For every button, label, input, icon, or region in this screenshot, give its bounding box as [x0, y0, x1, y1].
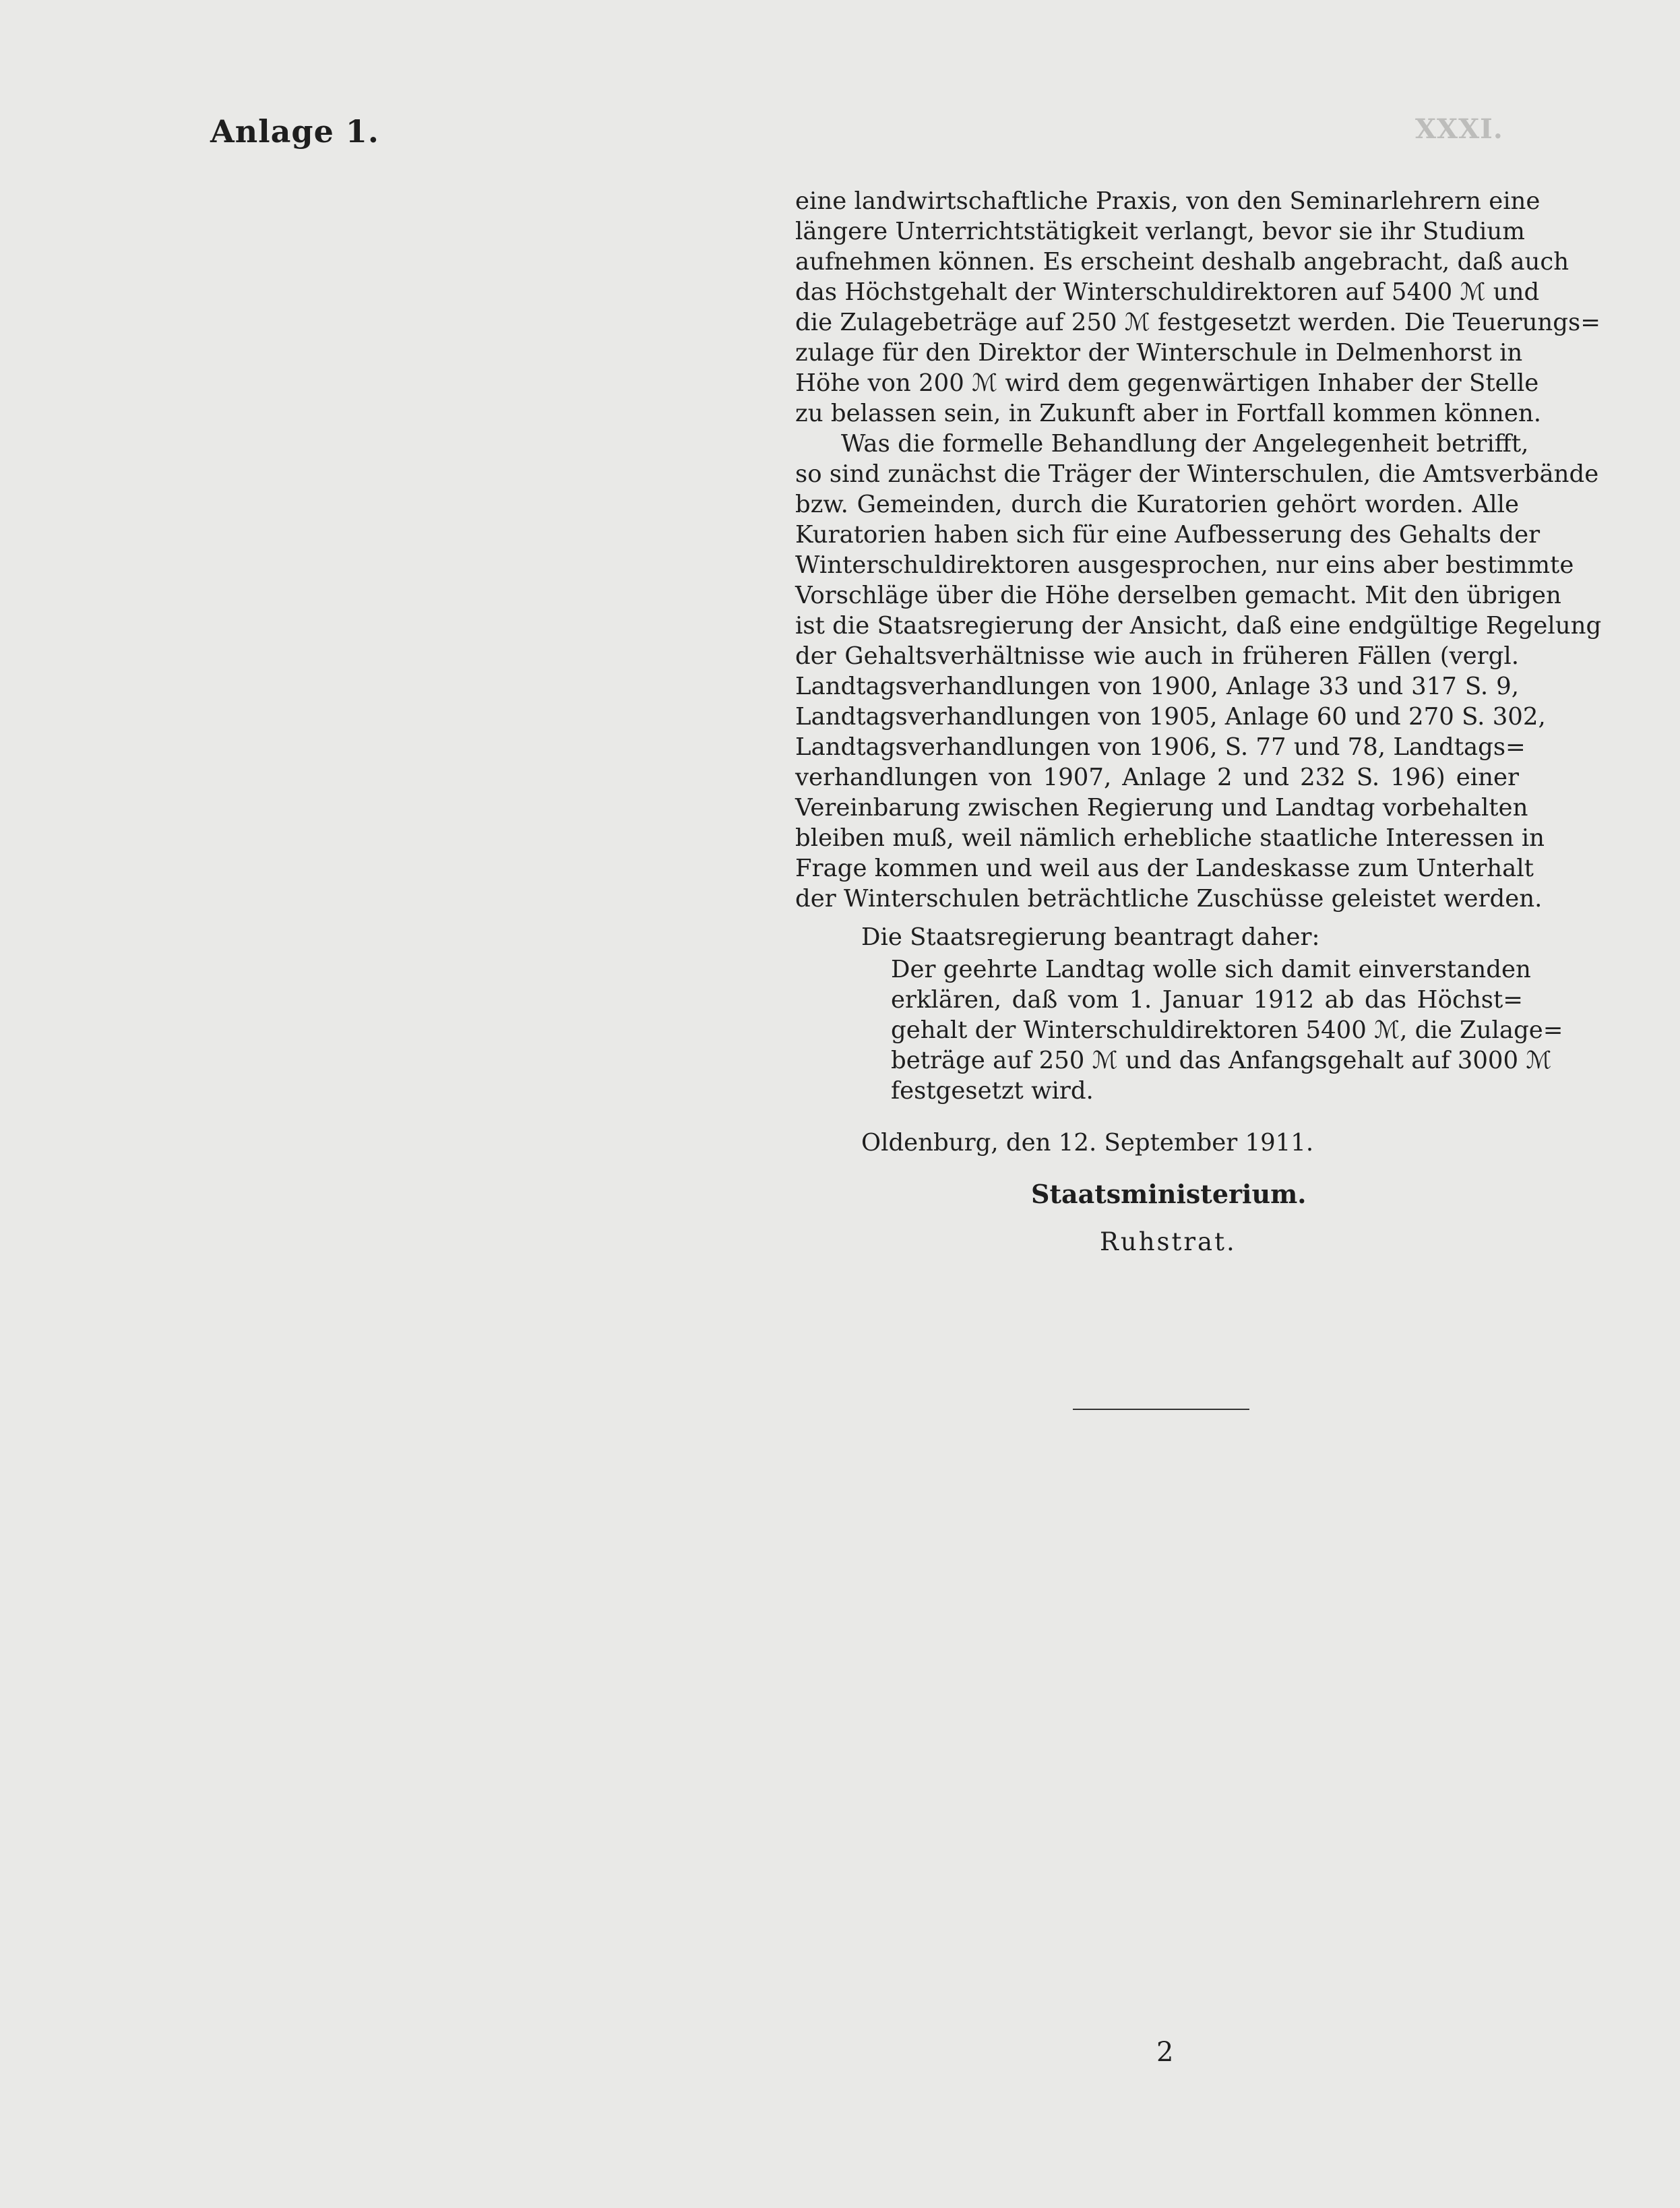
- body-text-column: [795, 186, 1602, 914]
- body-text-line: Landtagsverhandlungen von 1905, Anlage 60 und 270 S. 302,: [795, 703, 1546, 731]
- body-text-line: zu belassen sein, in Zukunft aber in Fortfall kommen können.: [795, 400, 1542, 427]
- page-number: 2: [1156, 2037, 1174, 2068]
- body-text-line: der Gehaltsverhältnisse wie auch in früheren Fällen (vergl.: [795, 642, 1519, 670]
- body-text-line: längere Unterrichtstätigkeit verlangt, bevor sie ihr Studium: [795, 218, 1525, 245]
- motion-intro: Die Staatsregierung beantragt daher:: [861, 923, 1320, 951]
- body-text-line: zulage für den Direktor der Winterschule in Delmenhorst in: [795, 339, 1523, 367]
- signatory-name: Ruhstrat.: [1100, 1227, 1237, 1256]
- body-text-line: Was die formelle Behandlung der Angelegenheit betrifft,: [841, 430, 1529, 458]
- body-text-line: Landtagsverhandlungen von 1900, Anlage 33 und 317 S. 9,: [795, 673, 1519, 700]
- body-text-line: verhandlungen von 1907, Anlage 2 und 232 S. 196) einer: [795, 764, 1519, 791]
- motion-text-line: gehalt der Winterschuldirektoren 5400 ℳ, die Zulage=: [891, 1016, 1563, 1044]
- place-date-line: Oldenburg, den 12. September 1911.: [861, 1129, 1314, 1157]
- body-text-line: Winterschuldirektoren ausgesprochen, nur eins aber bestimmte: [795, 551, 1574, 579]
- body-text-line: so sind zunächst die Träger der Winterschulen, die Amtsverbände: [795, 460, 1599, 488]
- section-divider: [1073, 1409, 1249, 1410]
- bleed-through-header: XXXI.: [1415, 113, 1503, 145]
- body-text-line: Vorschläge über die Höhe derselben gemacht. Mit den übrigen: [795, 582, 1561, 609]
- motion-text-block: [891, 954, 1563, 1106]
- motion-text-line: festgesetzt wird.: [891, 1077, 1094, 1105]
- body-text-line: die Zulagebeträge auf 250 ℳ festgesetzt werden. Die Teuerungs=: [795, 309, 1600, 336]
- ministry-name: Staatsministerium.: [1031, 1179, 1307, 1209]
- body-text-line: der Winterschulen beträchtliche Zuschüsse geleistet werden.: [795, 885, 1543, 913]
- body-text-line: Höhe von 200 ℳ wird dem gegenwärtigen Inhaber der Stelle: [795, 369, 1539, 397]
- body-text-line: bzw. Gemeinden, durch die Kuratorien gehört worden. Alle: [795, 491, 1519, 518]
- body-text-line: Kuratorien haben sich für eine Aufbesserung des Gehalts der: [795, 521, 1541, 549]
- body-text-line: bleiben muß, weil nämlich erhebliche staatliche Interessen in: [795, 824, 1545, 852]
- body-text-line: Frage kommen und weil aus der Landeskasse zum Unterhalt: [795, 855, 1534, 882]
- body-text-line: ist die Staatsregierung der Ansicht, daß eine endgültige Regelung: [795, 612, 1602, 640]
- motion-text-line: beträge auf 250 ℳ und das Anfangsgehalt auf 3000 ℳ: [891, 1047, 1552, 1074]
- motion-text-line: erklären, daß vom 1. Januar 1912 ab das Höchst=: [891, 986, 1523, 1014]
- body-text-line: das Höchstgehalt der Winterschuldirektoren auf 5400 ℳ und: [795, 278, 1540, 306]
- body-text-line: eine landwirtschaftliche Praxis, von den Seminarlehrern eine: [795, 187, 1541, 215]
- motion-text-line: Der geehrte Landtag wolle sich damit einverstanden: [891, 956, 1531, 983]
- body-text-line: Landtagsverhandlungen von 1906, S. 77 und 78, Landtags=: [795, 733, 1526, 761]
- page-heading: Anlage 1.: [210, 113, 379, 150]
- body-text-line: Vereinbarung zwischen Regierung und Landtag vorbehalten: [795, 794, 1528, 822]
- body-text-line: aufnehmen können. Es erscheint deshalb angebracht, daß auch: [795, 248, 1569, 276]
